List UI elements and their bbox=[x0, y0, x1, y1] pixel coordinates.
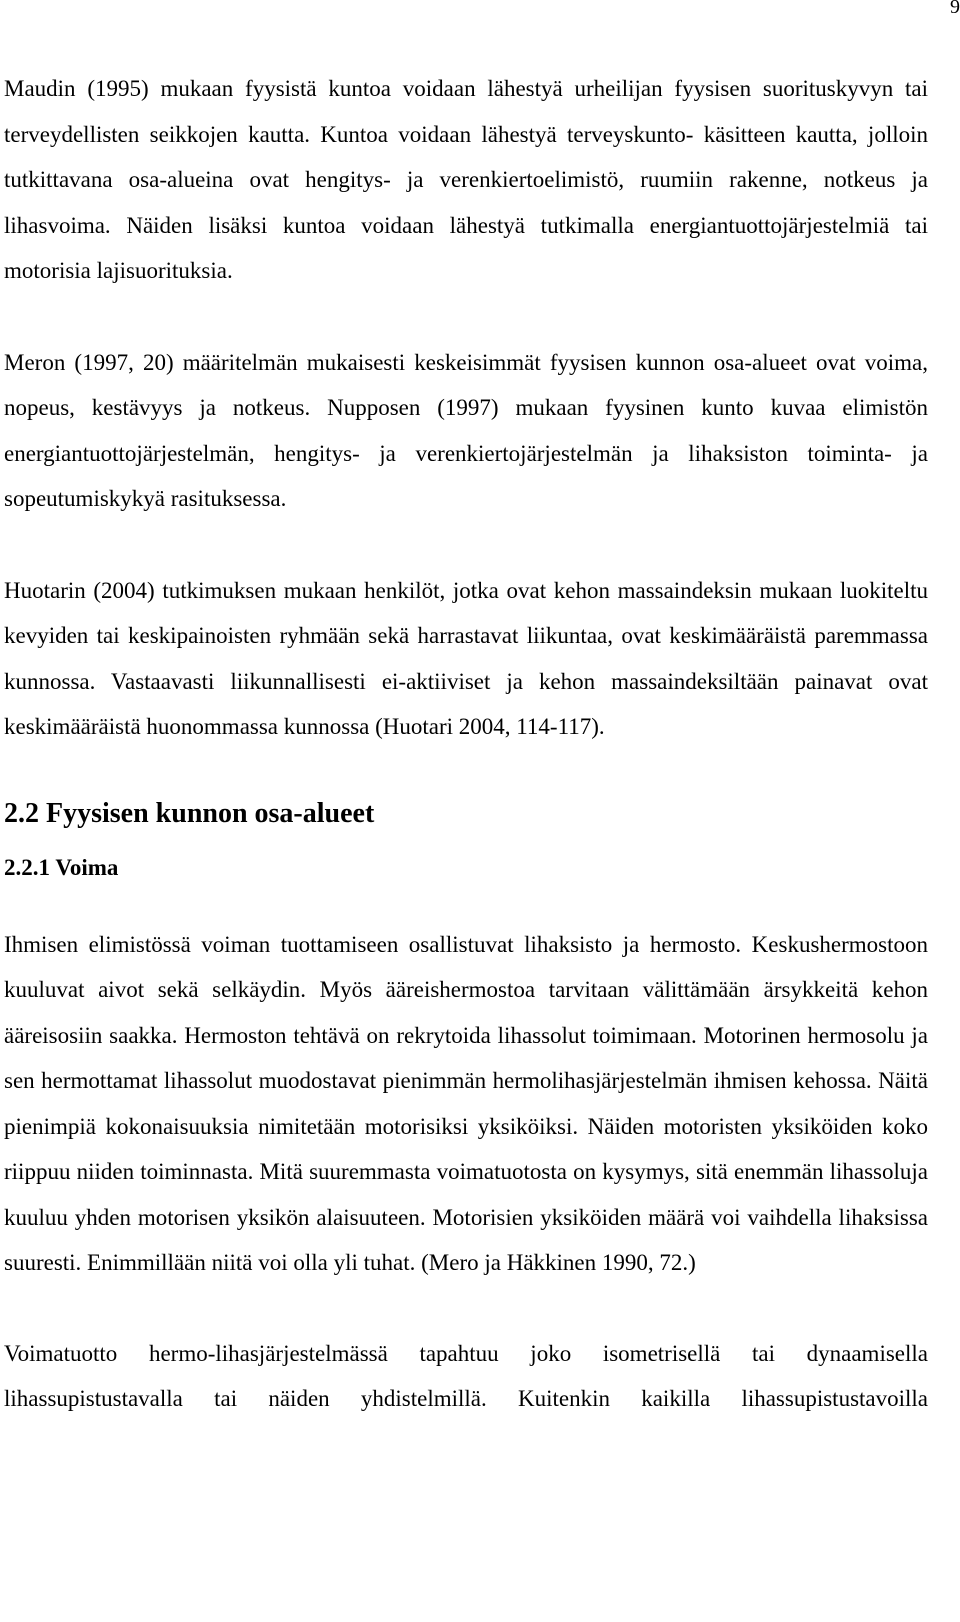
paragraph-fitness-approaches: Maudin (1995) mukaan fyysistä kuntoa voidaan lähestyä urheilijan fyysisen suorituskyvyn tai terveydellisten seikkojen kautta. Kuntoa voidaan lähestyä terveyskunto- käsitteen kautta, jolloin tutkittavana osa-alueina ovat hengitys- ja verenkiertoelimistö, ruumiin rakenne, notkeus ja lihasvoima. Näiden lisäksi kuntoa voidaan lähestyä tutkimalla energiantuottojärjestelmiä tai motorisia lajisuorituksia. bbox=[4, 76, 928, 283]
paragraph-bmi-study: Huotarin (2004) tutkimuksen mukaan henkilöt, jotka ovat kehon massaindeksin mukaan luokiteltu kevyiden tai keskipainoisten ryhmään sekä harrastavat liikuntaa, ovat keskimääräistä paremmassa kunnossa. Vastaavasti liikunnallisesti ei-aktiiviset ja kehon massaindeksiltään painavat ovat keskimääräistä huonommassa kunnossa (Huotari 2004, 114-117). bbox=[4, 577, 928, 739]
paragraph-fitness-components: Meron (1997, 20) määritelmän mukaisesti keskeisimmät fyysisen kunnon osa-alueet ovat voima, nopeus, kestävyys ja notkeus. Nupposen (1997) mukaan fyysinen kunto kuvaa elimistön energiantuottojärjestelmän, hengitys- ja verenkiertojärjestelmän ja lihaksiston toiminta- ja sopeutumiskykyä rasituksessa. bbox=[4, 349, 928, 511]
document-body bbox=[4, 66, 928, 1422]
paragraph-force-production: Voimatuotto hermo-lihasjärjestelmässä tapahtuu joko isometrisellä tai dynaamisella lihassupistustavalla tai näiden yhdistelmillä. Kuitenkin kaikilla lihassupistustavoilla bbox=[4, 1340, 928, 1411]
paragraph-neuromuscular-system: Ihmisen elimistössä voiman tuottamiseen osallistuvat lihaksisto ja hermosto. Keskushermostoon kuuluvat aivot sekä selkäydin. Myös ääreishermostoa tarvitaan välittämään ärsykkeitä kehon ääreisosiin saakka. Hermoston tehtävä on rekrytoida lihassolut toimimaan. Motorinen hermosolu ja sen hermottamat lihassolut muodostavat pienimmän hermolihasjärjestelmän ihmisen kehossa. Näitä pienimpiä kokonaisuuksia nimitetään motorisiksi yksiköiksi. Näiden motoristen yksiköiden koko riippuu niiden toiminnasta. Mitä suuremmasta voimatuotosta on kysymys, sitä enemmän lihassoluja kuuluu yhden motorisen yksikön alaisuuteen. Motorisien yksiköiden määrä voi vaihdella lihaksissa suuresti. Enimmillään niitä voi olla yli tuhat. (Mero ja Häkkinen 1990, 72.) bbox=[4, 931, 928, 1275]
section-heading: 2.2 Fyysisen kunnon osa-alueet bbox=[4, 797, 375, 829]
page-number: 9 bbox=[950, 0, 960, 18]
subsection-heading: 2.2.1 Voima bbox=[4, 854, 119, 880]
